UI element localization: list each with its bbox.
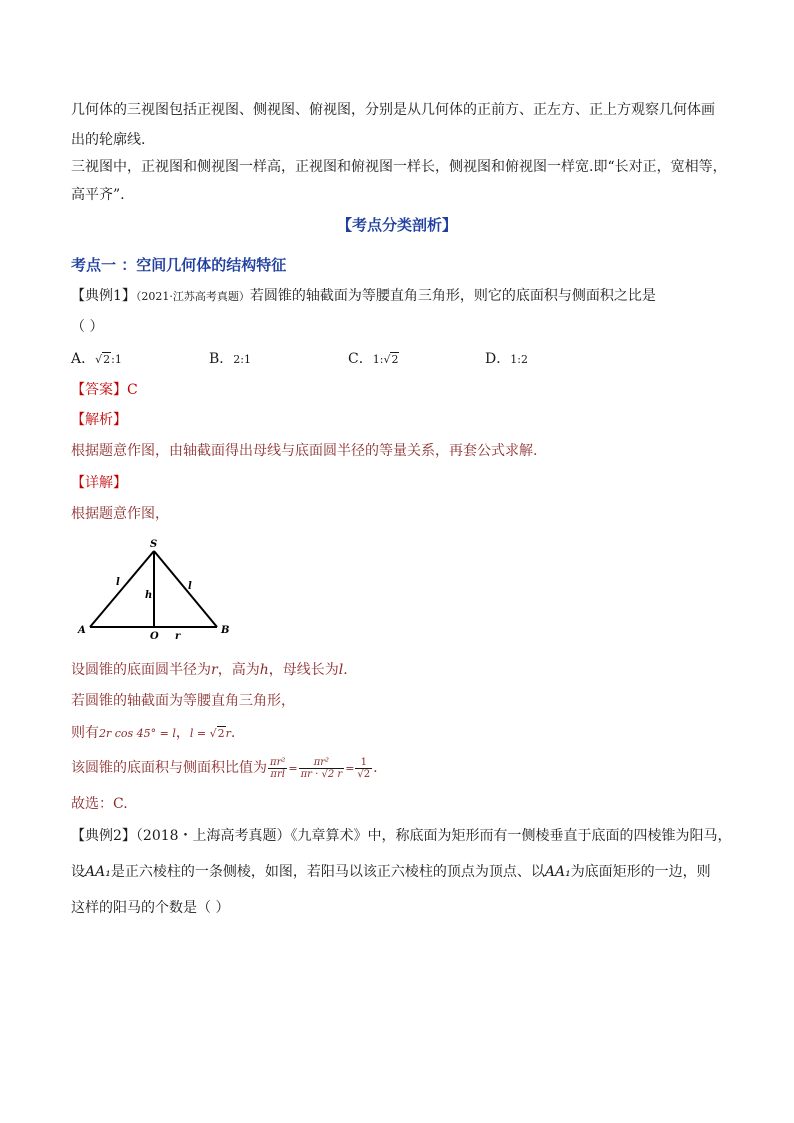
label-o: O	[150, 631, 159, 642]
intro-line-4: 高平齐”.	[71, 187, 125, 203]
solution-step-2: 若圆锥的轴截面为等腰直角三角形，	[71, 693, 295, 709]
example-1-text: 若圆锥的轴截面为等腰直角三角形，则它的底面积与侧面积之比是	[249, 288, 656, 304]
section-title: 【考点分类剖析】	[336, 216, 457, 234]
detail-text: 根据题意作图，	[71, 506, 169, 522]
label-s: S	[150, 539, 158, 550]
example-2-line-1: 【典例2】（2018・上海高考真题）《九章算术》中，称底面为矩形而有一侧棱垂直于底面的四棱锥为阳马，	[71, 828, 732, 844]
example-1-tag: 【典例1】	[71, 288, 136, 304]
analysis-label: 【解析】	[71, 412, 127, 428]
intro-line-3: 三视图中，正视图和侧视图一样高，正视图和俯视图一样长，侧视图和俯视图一样宽.即“长对正，宽相等，	[71, 159, 727, 175]
label-b: B	[221, 625, 230, 636]
solution-choose: 故选：C.	[71, 796, 128, 812]
label-l-right: l	[188, 581, 192, 592]
example-1-source: （2021·江苏高考真题）	[135, 290, 250, 303]
analysis-text: 根据题意作图，由轴截面得出母线与底面圆半径的等量关系，再套公式求解.	[71, 443, 538, 459]
example-2-line-3: 这样的阳马的个数是（ ）	[71, 900, 230, 916]
option-d: D．1:2	[485, 351, 528, 367]
option-c: C．1:√2	[348, 351, 399, 367]
answer-value: C	[127, 382, 138, 398]
intro-line-1: 几何体的三视图包括正视图、侧视图、俯视图，分别是从几何体的正前方、正左方、正上方观察几何体画	[71, 102, 715, 118]
edge-sb	[154, 551, 217, 627]
example-2-line-2: 设AA₁是正六棱柱的一条侧棱，如图，若阳马以该正六棱柱的顶点为顶点、以AA₁为底面矩形的一边，则	[71, 864, 711, 880]
example-1-question	[71, 286, 656, 307]
answer-line	[71, 380, 138, 400]
intro-line-2: 出的轮廓线.	[71, 132, 146, 148]
answer-label: 【答案】	[71, 382, 127, 398]
detail-label: 【详解】	[71, 475, 127, 491]
solution-step-3: 则有2r cos 45° = l，l = √2r.	[71, 725, 236, 741]
label-l-left: l	[116, 577, 120, 588]
option-b: B．2:1	[209, 351, 251, 367]
kaodian-1-heading: 考点一 ：空间几何体的结构特征	[71, 256, 287, 274]
cone-cross-section-figure	[70, 535, 240, 643]
example-1-paren: （ ）	[71, 319, 104, 335]
option-a: A．√2:1	[71, 351, 122, 367]
label-h: h	[145, 590, 153, 601]
example-2-tag: 【典例2】	[71, 828, 136, 844]
edge-sa	[90, 551, 154, 627]
solution-step-4: 该圆锥的底面积与侧面积比值为 $\frac{\text{πr²}}{\text{πrl}}$ = $\frac{\text{πr²}}{\pi r \cdot √2 r}$ = $\frac{1}{√2}$ .	[71, 756, 378, 780]
label-a: A	[78, 625, 86, 636]
solution-step-1: 设圆锥的底面圆半径为r，高为h，母线长为l.	[71, 662, 348, 678]
label-r: r	[175, 631, 181, 642]
